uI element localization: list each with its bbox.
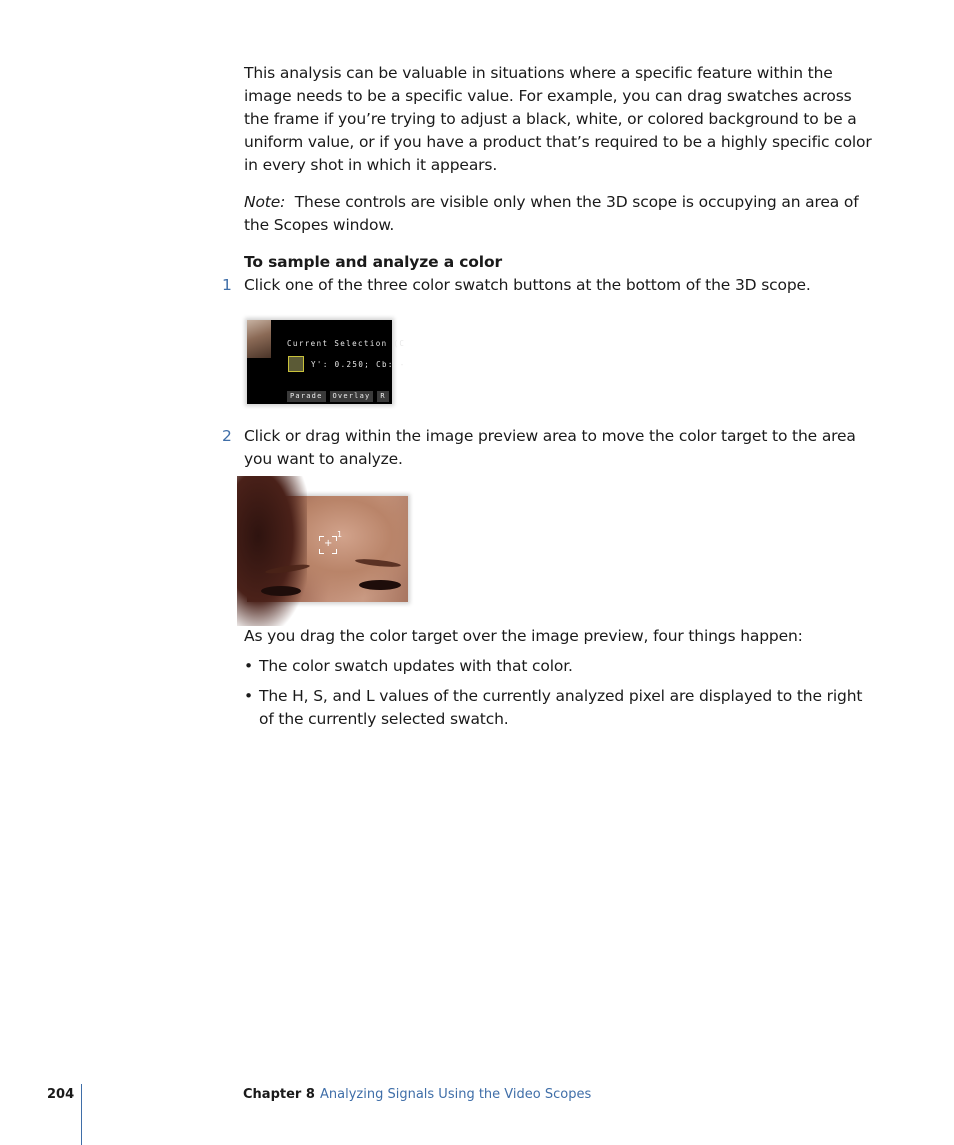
bullet-1-glyph: • bbox=[244, 657, 254, 675]
bullet-2-text: The H, S, and L values of the currently analyzed pixel are displayed to the right of the currently selected swatch. bbox=[259, 687, 863, 728]
overlay-button[interactable]: Overlay bbox=[330, 391, 374, 402]
preview-hair-region bbox=[237, 476, 307, 626]
parade-button[interactable]: Parade bbox=[287, 391, 326, 402]
color-swatch-button[interactable] bbox=[288, 356, 304, 372]
note-paragraph bbox=[244, 191, 880, 237]
preview-left-eye bbox=[261, 586, 301, 596]
preview-right-eye bbox=[359, 580, 401, 590]
image-preview-figure bbox=[247, 496, 408, 602]
intro-paragraph: This analysis can be valuable in situations where a specific feature within the image needs to be a specific value. For example, you can drag swatches across the frame if you’re trying to adjust a black, white, or colored background to be a uniform value, or if you have a product that’s required to be a highly specific color in every shot in which it appears. bbox=[244, 64, 872, 174]
footer-divider bbox=[81, 1084, 82, 1145]
color-target-number: 1 bbox=[337, 530, 343, 539]
color-values-readout: Y': 0.250; Cb: - bbox=[311, 360, 406, 369]
scope-image-thumbnail bbox=[247, 320, 271, 358]
bullet-1-text: The color swatch updates with that color. bbox=[259, 657, 573, 675]
rgb-button[interactable]: R bbox=[377, 391, 388, 402]
footer-chapter-title: Analyzing Signals Using the Video Scopes bbox=[320, 1087, 592, 1102]
procedure-heading: To sample and analyze a color bbox=[244, 253, 502, 271]
step-1-text: Click one of the three color swatch buttons at the bottom of the 3D scope. bbox=[244, 276, 811, 294]
color-target-icon[interactable]: + bbox=[319, 536, 337, 554]
footer-chapter-label: Chapter 8 bbox=[243, 1087, 315, 1102]
note-text: These controls are visible only when the 3D scope is occupying an area of the Scopes window. bbox=[244, 193, 859, 234]
scope-thumbnail-background bbox=[247, 358, 271, 404]
step-2-text: Click or drag within the image preview area to move the color target to the area you want to analyze. bbox=[244, 427, 856, 468]
step-2-number: 2 bbox=[222, 427, 232, 445]
bullet-2-glyph: • bbox=[244, 687, 254, 705]
current-selection-label: Current Selection (C bbox=[287, 339, 406, 348]
scope-color-swatch-figure bbox=[247, 320, 406, 404]
after-paragraph: As you drag the color target over the image preview, four things happen: bbox=[244, 627, 803, 645]
note-label: Note: bbox=[244, 193, 286, 211]
step-1-number: 1 bbox=[222, 276, 232, 294]
scope-button-bar bbox=[287, 391, 397, 402]
preview-right-brow bbox=[355, 558, 401, 569]
page-number: 204 bbox=[47, 1087, 75, 1102]
